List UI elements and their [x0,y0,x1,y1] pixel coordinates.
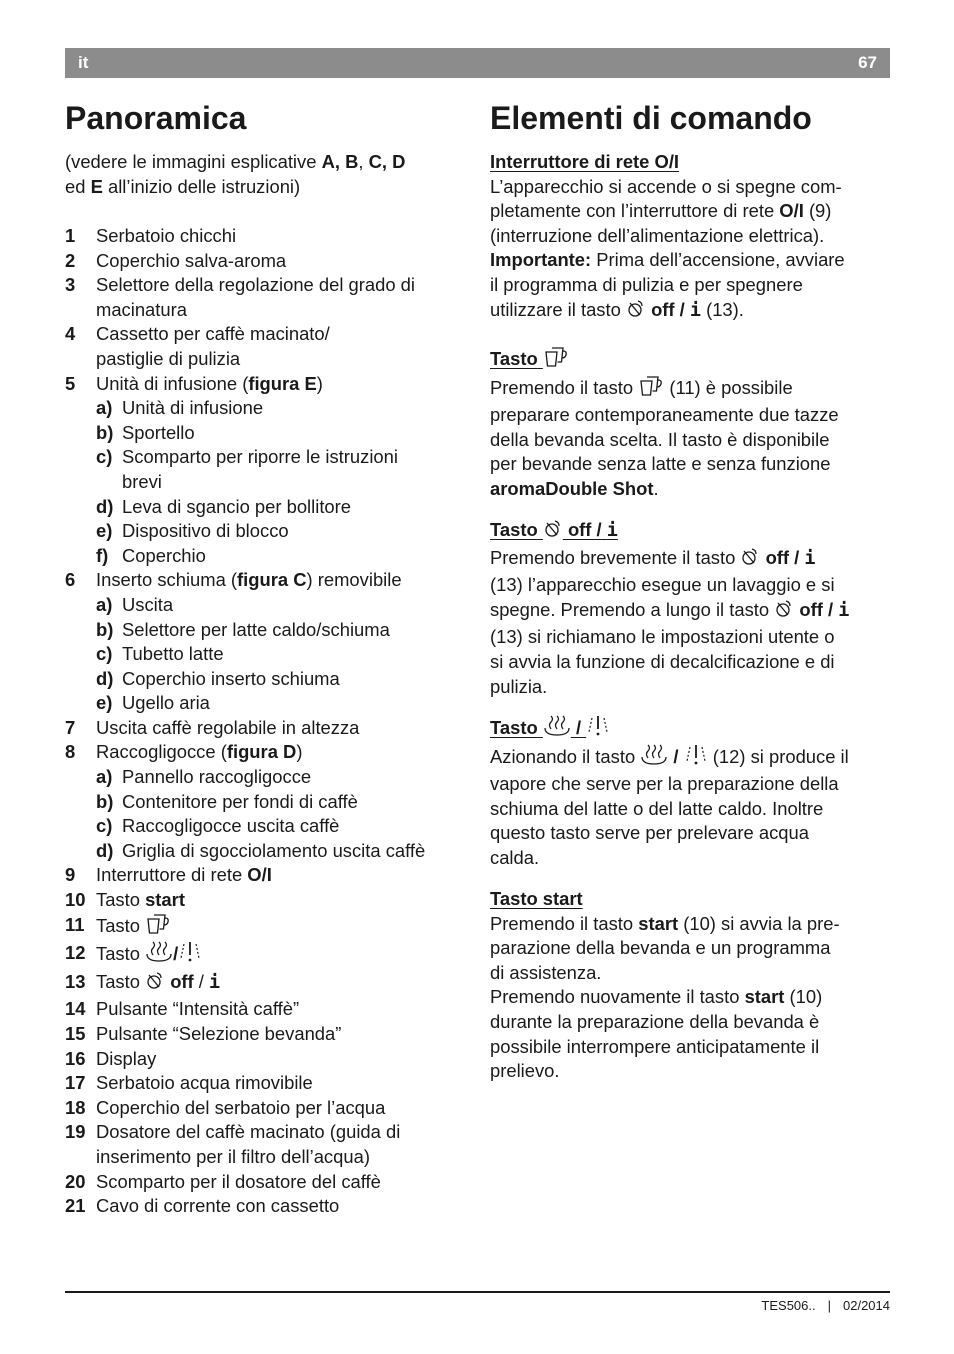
list-item: 19 Dosatore del caffè macinato (guida di inserimento per il filtro dell’acqua) [65,1121,401,1167]
sub-item: b) Selettore per latte caldo/schiuma [96,618,390,640]
list-item: 6 Inserto schiuma (figura C) removibile [65,569,402,591]
section-heading: Tasto start [490,888,583,909]
section-two-cups: Tasto Premendo il tasto (11) è possibile preparare contemporaneamente due tazze della bevanda scelta. Il tasto è disponibile per bevande senza latte e senza funzione aromaDouble Shot. [490,346,890,502]
list-item: 9 Interruttore di rete O/I [65,864,272,886]
sub-item: f) Coperchio [96,544,206,566]
component-list [65,224,475,1219]
section-power-switch: Interruttore di rete O/I L’apparecchio si accende o si spegne com- pletamente con l’interruttore di rete O/I (9) (interruzione dell’alimentazione elettrica). Importante: Prima dell’accensione, avviare il programma di pulizia e per spegnere utilizzare il tasto off / i (13). [490,150,890,325]
two-cups-icon [543,346,569,375]
section-start: Tasto start Premendo il tasto start (10) si avvia la pre- parazione della bevanda e un programma di assistenza. Premendo nuovamente il tasto start (10) durante la preparazione della bevanda è possibile interrompere anticipatamente il prelievo. [490,887,890,1084]
hot-water-icon [684,744,708,773]
list-item: 13 Tasto off / i [65,970,475,998]
cleaning-icon [626,299,646,326]
sub-item: c) Raccogligocce uscita caffè [96,815,340,837]
section-title-controls: Elementi di comando [490,100,812,136]
list-item: 8 Raccogligocce (figura D) [65,741,303,763]
sub-item: e) Dispositivo di blocco [96,520,289,542]
steam-icon [543,715,571,744]
list-item: 3 Selettore della regolazione del grado di macinatura [65,274,415,320]
section-title-overview: Panoramica [65,100,247,136]
steam-icon [145,941,173,970]
hot-water-icon [586,715,610,744]
list-item: 14 Pulsante “Intensità caffè” [65,998,300,1020]
section-heading: Tasto off / i [490,518,890,546]
sub-item: a) Uscita [96,593,174,615]
sub-item: c) Scomparto per riporre le istruzioni brevi [96,446,398,492]
page-footer: TES506.. | 02/2014 [761,1298,890,1313]
two-cups-icon [145,913,171,942]
two-cups-icon [638,375,664,404]
page-header-bar [65,48,890,78]
list-item: 17 Serbatoio acqua rimovibile [65,1072,313,1094]
section-steam-water: Tasto / Azionando il tasto / (12) si produce il vapore che serve per la preparazione della schiuma del latte o del latte caldo. Inoltre questo tasto serve per prelevare acqua calda. [490,715,890,871]
steam-icon [640,744,668,773]
hot-water-icon [178,941,202,970]
sub-item: e) Ugello aria [96,692,210,714]
list-item: 20 Scomparto per il dosatore del caffè [65,1170,381,1192]
list-item: 21 Cavo di corrente con cassetto [65,1195,340,1217]
cleaning-icon [740,547,760,574]
model-code: TES506.. [761,1298,816,1313]
sub-item: d) Griglia di sgocciolamento uscita caffè [96,839,426,861]
sub-item: b) Sportello [96,421,195,443]
sub-item: a) Pannello raccogligocce [96,766,312,788]
list-item: 12 Tasto / [65,941,475,970]
list-item: 5 Unità di infusione (figura E) [65,372,323,394]
section-off-info: Tasto off / i Premendo brevemente il tasto off / i (13) l’apparecchio esegue un lavaggio e si spegne. Premendo a lungo il tasto off / i (13) si richiamano le impostazioni utente o si avvia la funzione di decalcificazione e di pulizia. [490,518,890,699]
list-item: 10 Tasto start [65,889,185,911]
sub-item: b) Contenitore per fondi di caffè [96,790,358,812]
list-item: 16 Display [65,1047,157,1069]
sub-item: d) Coperchio inserto schiuma [96,667,340,689]
list-item: 7 Uscita caffè regolabile in altezza [65,716,360,738]
section-heading: Interruttore di rete O/I [490,151,680,172]
language-code: it [78,53,89,72]
sub-item: d) Leva di sgancio per bollitore [96,495,352,517]
list-item: 18 Coperchio del serbatoio per l’acqua [65,1096,386,1118]
list-item: 4 Cassetto per caffè macinato/ pastiglie di pulizia [65,323,330,369]
list-item: 2 Coperchio salva-aroma [65,249,287,271]
footer-rule [65,1291,890,1293]
list-item: 1 Serbatoio chicchi [65,225,237,246]
sub-item: c) Tubetto latte [96,643,224,665]
page-number: 67 [858,53,877,72]
publication-date: 02/2014 [843,1298,890,1313]
cleaning-icon [543,519,563,546]
list-item: 15 Pulsante “Selezione bevanda” [65,1023,342,1044]
cleaning-icon [145,971,165,998]
list-item: 11 Tasto [65,913,475,942]
overview-intro: (vedere le immagini esplicative A, B, C, D ed E all’inizio delle istruzioni) [65,151,406,197]
section-heading: Tasto / [490,715,890,744]
cleaning-icon [774,599,794,626]
sub-item: a) Unità di infusione [96,397,264,419]
section-heading: Tasto [490,346,890,375]
